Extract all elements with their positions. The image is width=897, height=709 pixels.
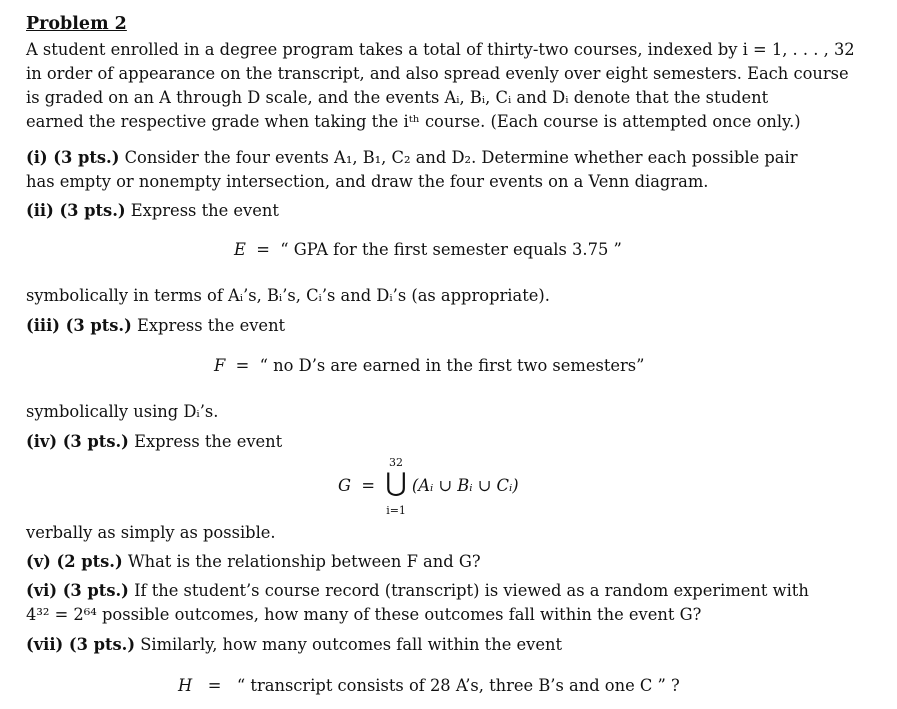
- union-operator: [385, 456, 407, 517]
- equation-f-lhs: F: [214, 356, 226, 375]
- part-ii: [26, 199, 856, 223]
- part-iv: [26, 430, 856, 454]
- part-vii: [26, 633, 856, 657]
- part-vi: [26, 579, 856, 627]
- equation-g-op: =: [361, 476, 376, 495]
- part-i-label: (i) (3 pts.): [26, 148, 120, 167]
- problem-page: [26, 14, 856, 134]
- part-v-label: (v) (2 pts.): [26, 552, 123, 571]
- part-iii: [26, 314, 856, 338]
- part-ii-after: symbolically in terms of Aᵢ’s, Bᵢ’s, Cᵢ’s and Dᵢ’s (as appropriate).: [26, 286, 550, 305]
- equation-e-op: =: [256, 240, 270, 259]
- equation-g-rhs: (Aᵢ ∪ Bᵢ ∪ Cᵢ): [411, 476, 519, 495]
- intro-line-3: is graded on an A through D scale, and the events Aᵢ, Bᵢ, Cᵢ and Dᵢ denote that the student: [26, 88, 769, 107]
- equation-f: [214, 356, 644, 375]
- part-iv-after: verbally as simply as possible.: [26, 523, 276, 542]
- part-iii-label: (iii) (3 pts.): [26, 316, 132, 335]
- equation-g: [338, 456, 519, 517]
- equation-e: [234, 240, 622, 259]
- equation-h-lhs: H: [178, 676, 193, 695]
- part-vi-label: (vi) (3 pts.): [26, 581, 129, 600]
- intro-line-4: earned the respective grade when taking the iᵗʰ course. (Each course is attempted once only.): [26, 112, 801, 131]
- part-i-text-1: Consider the four events A₁, B₁, C₂ and D₂. Determine whether each possible pair: [124, 148, 798, 167]
- equation-f-rhs: “ no D’s are earned in the first two semesters”: [259, 356, 645, 375]
- part-vi-text-1: If the student’s course record (transcript) is viewed as a random experiment with: [134, 581, 809, 600]
- part-iii-after: symbolically using Dᵢ’s.: [26, 402, 219, 421]
- part-v-text: What is the relationship between F and G?: [127, 552, 481, 571]
- equation-h-rhs: “ transcript consists of 28 A’s, three B’s and one C ” ?: [236, 676, 680, 695]
- part-ii-label: (ii) (3 pts.): [26, 201, 126, 220]
- equation-h-op: =: [207, 676, 222, 695]
- part-vi-line-1: [26, 579, 856, 603]
- part-vii-label: (vii) (3 pts.): [26, 635, 136, 654]
- union-upper-limit: 32: [389, 456, 404, 469]
- union-lower-limit: i=1: [386, 504, 406, 517]
- equation-e-rhs: “ GPA for the first semester equals 3.75 ”: [280, 240, 622, 259]
- equation-e-lhs: E: [234, 240, 246, 259]
- equation-f-op: =: [235, 356, 250, 375]
- intro-line-1: A student enrolled in a degree program takes a total of thirty-two courses, indexed by i = 1, . . . , 32: [26, 40, 855, 59]
- problem-title: Problem 2: [26, 14, 127, 34]
- part-iv-text: Express the event: [134, 432, 283, 451]
- union-symbol: ⋃: [385, 468, 407, 498]
- part-i-text-2: has empty or nonempty intersection, and draw the four events on a Venn diagram.: [26, 172, 709, 191]
- part-v: [26, 550, 856, 574]
- part-iv-label: (iv) (3 pts.): [26, 432, 129, 451]
- part-i-line-1: [26, 146, 856, 170]
- intro-line-2: in order of appearance on the transcript, and also spread evenly over eight semesters. Each course: [26, 64, 849, 83]
- equation-h: [178, 676, 680, 695]
- equation-g-lhs: G: [338, 476, 352, 495]
- part-vii-text: Similarly, how many outcomes fall within the event: [140, 635, 563, 654]
- part-i: [26, 146, 856, 194]
- part-iii-text: Express the event: [136, 316, 286, 335]
- part-ii-text: Express the event: [130, 201, 279, 220]
- part-vi-text-2: 4³² = 2⁶⁴ possible outcomes, how many of these outcomes fall within the event G?: [26, 605, 702, 624]
